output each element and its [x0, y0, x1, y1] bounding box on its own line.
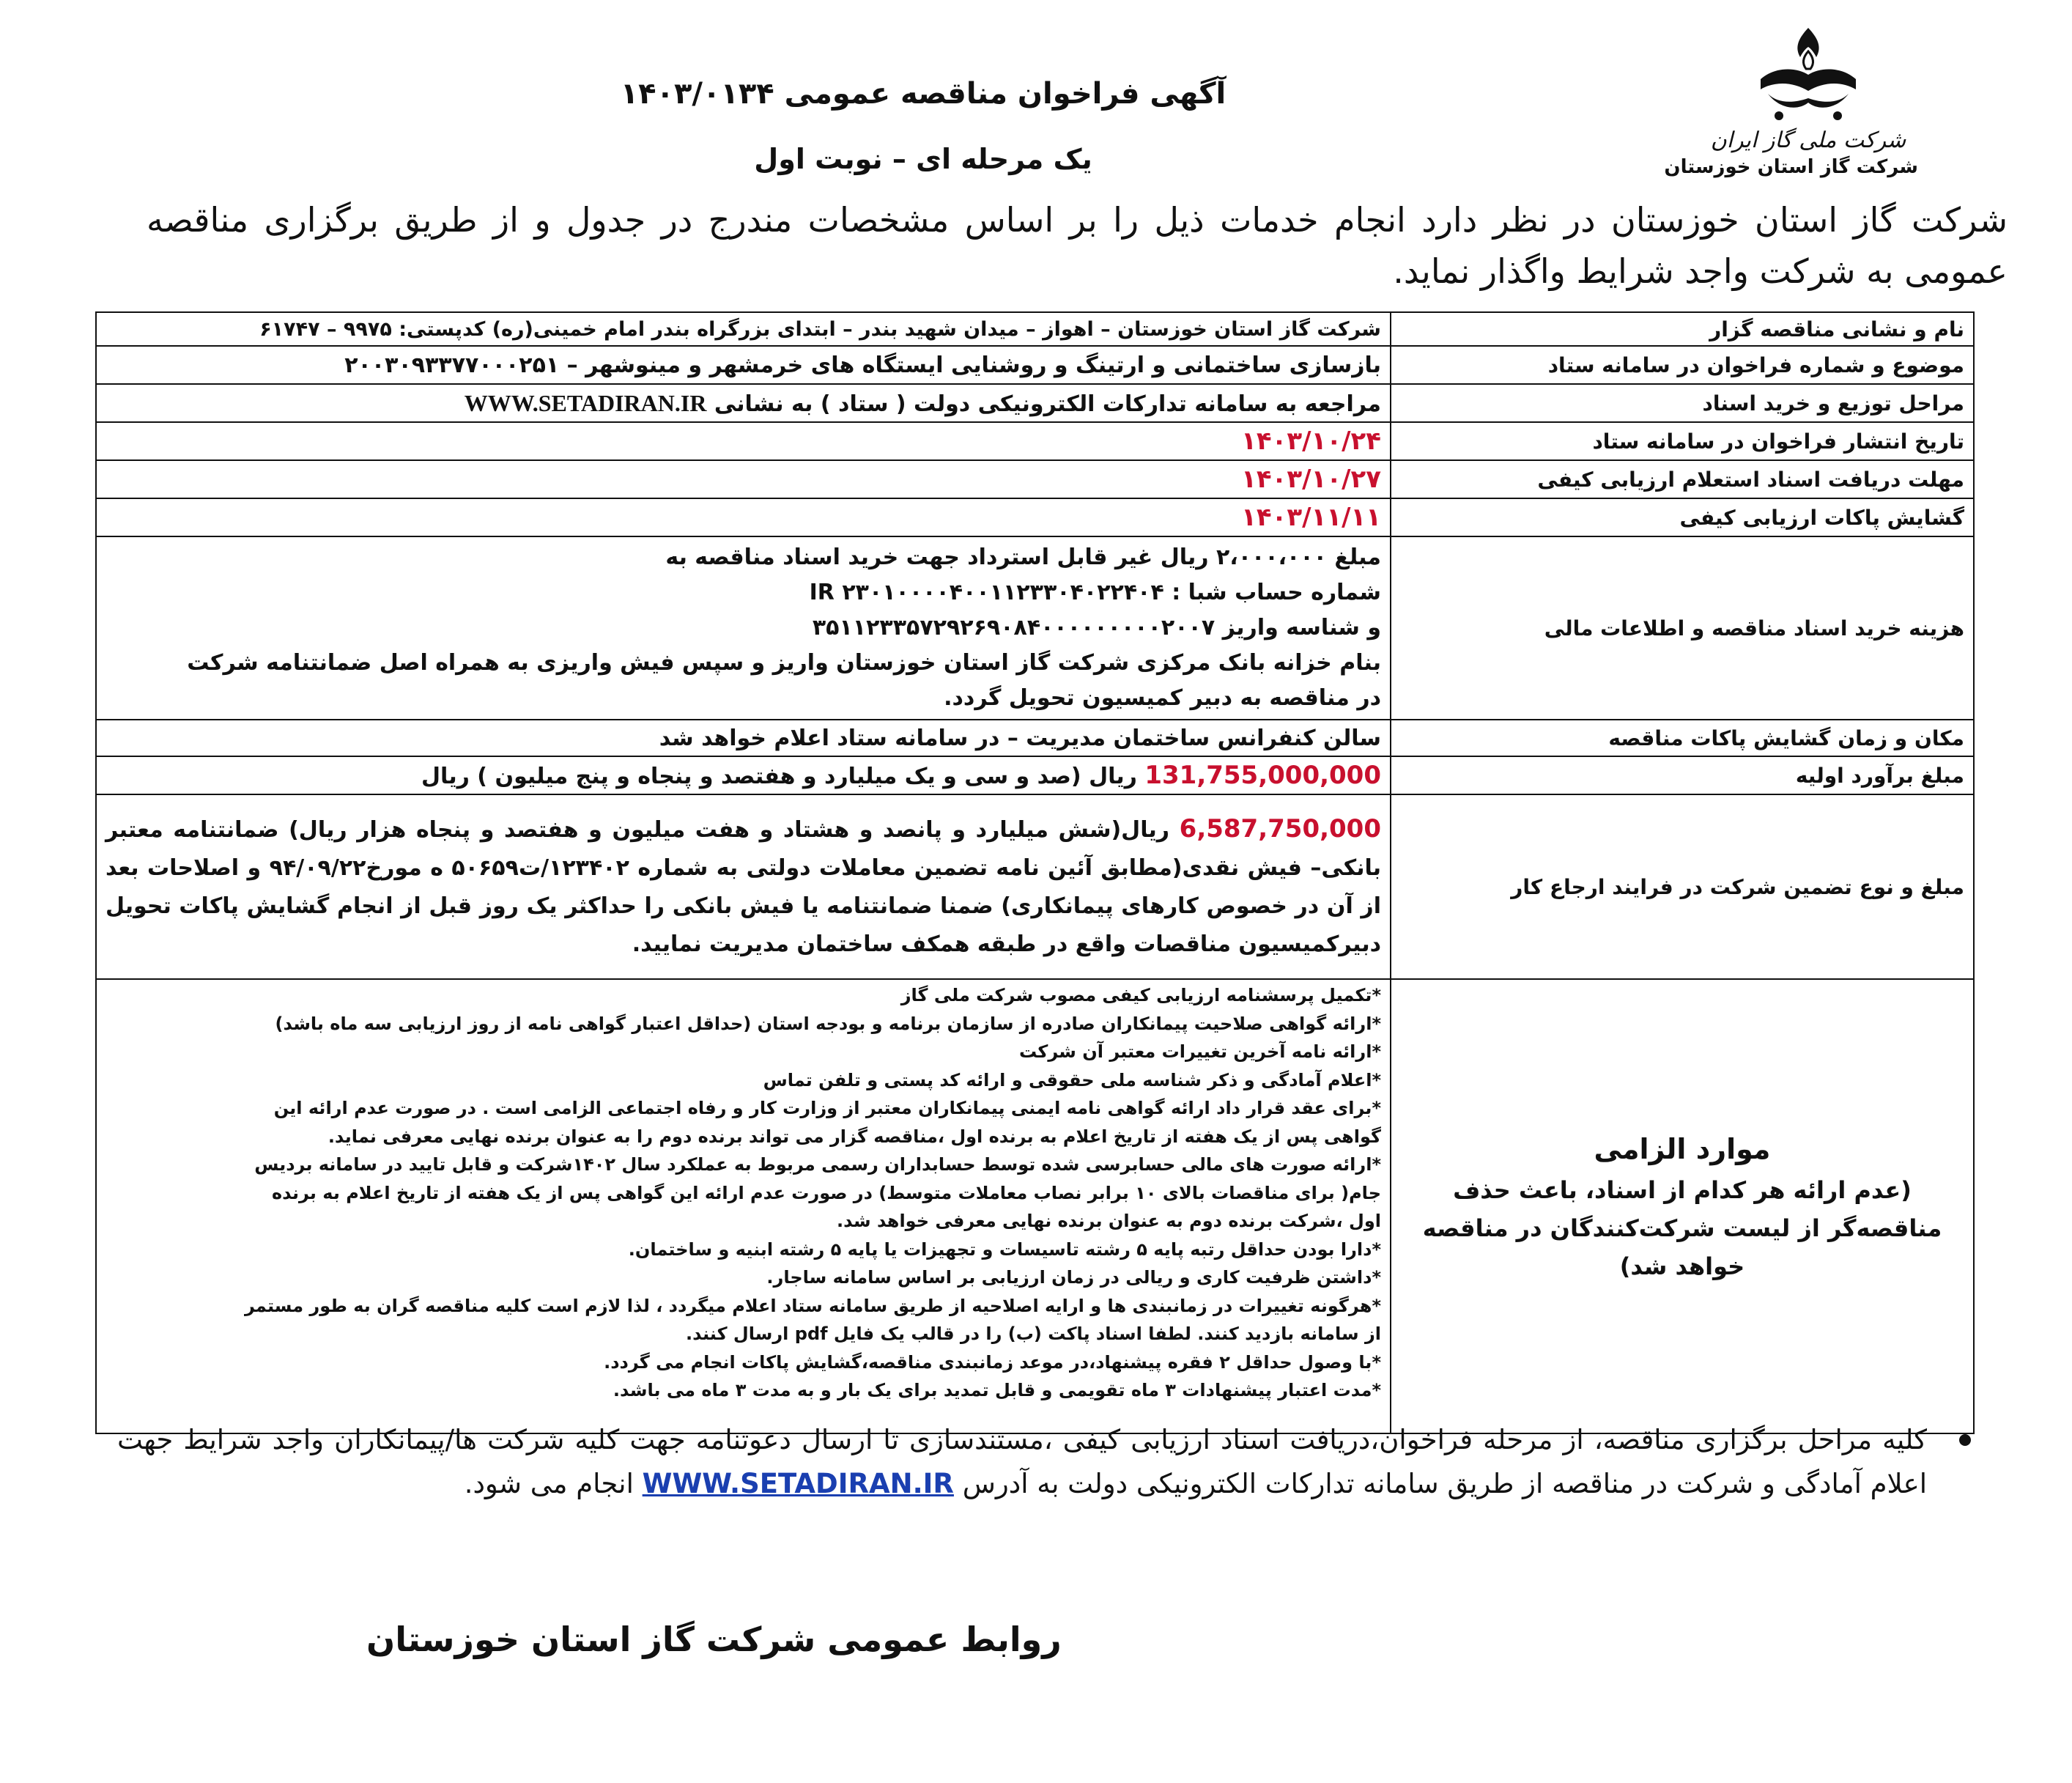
- estimate-value: [96, 756, 1391, 794]
- page-subtitle: یک مرحله ای – نوبت اول: [754, 143, 1092, 175]
- opening-label: گشایش پاکات ارزیابی کیفی: [1391, 498, 1974, 536]
- mandatory-list: [96, 979, 1391, 1433]
- guarantee-text: ریال(شش میلیارد و پانصد و هشتاد و هفت میلیون و هفتصد و پنجاه هزار ریال) ضمانتنامه معتبر بانکی– فیش نقدی(مطابق آئین نامه تضمین معاملات دولتی به شماره ۱۲۳۴۰۲/ت۵۰۶۵۹ ه مورخ۹۴/۰۹/۲۲ و اصلاحات بعد از آن در خصوص کارهای پیمانکاری) ضمنا ضمانتنامه یا فیش بانکی را حداکثر یک روز قبل از انجام گشایش پاکات تحویل دبیرکمیسیون مناقصات واقع در طبقه همکف ساختمان مدیریت نمایید.: [106, 817, 1382, 957]
- footer-signature: روابط عمومی شرکت گاز استان خوزستان: [366, 1620, 1062, 1659]
- closing-note: [117, 1418, 1971, 1506]
- cost-line: مبلغ ۲،۰۰۰،۰۰۰ ریال غیر قابل استرداد جهت خرید اسناد مناقصه به: [665, 545, 1381, 570]
- cost-value: [96, 536, 1391, 720]
- bullet-icon: [1959, 1434, 1971, 1446]
- estimate-amount: 131,755,000,000: [1144, 761, 1381, 790]
- list-item: *تکمیل پرسشنامه ارزیابی کیفی مصوب شرکت ملی گاز: [900, 985, 1381, 1005]
- mandatory-subtitle: (عدم ارائه هر کدام از اسناد، باعث حذف مناقصه‌گر از لیست شرکت‌کنندگان در مناقصه خواهد شد): [1422, 1176, 1942, 1280]
- deadline-label: مهلت دریافت اسناد استعلام ارزیابی کیفی: [1391, 460, 1974, 498]
- guarantee-label: مبلغ و نوع تضمین شرکت در فرایند ارجاع کار: [1391, 794, 1974, 979]
- note-text: کلیه مراحل برگزاری مناقصه، از مرحله فراخوان،دریافت اسناد ارزیابی کیفی ،مستندسازی تا ارسال دعوتنامه جهت کلیه شرکت ها/پیمانکاران واجد شرایط جهت اعلام آمادگی و شرکت در مناقصه از طریق سامانه تدارکات الکترونیکی دولت به آدرس: [117, 1424, 1927, 1499]
- venue-value: سالن کنفرانس ساختمان مدیریت – در سامانه ستاد اعلام خواهد شد: [96, 720, 1391, 756]
- table-row: [96, 346, 1974, 384]
- table-row: [96, 756, 1974, 794]
- distribution-label: مراحل توزیع و خرید اسناد: [1391, 384, 1974, 422]
- tender-details-table: [95, 311, 1975, 1434]
- venue-label: مکان و زمان گشایش پاکات مناقصه: [1391, 720, 1974, 756]
- table-row: [96, 498, 1974, 536]
- distribution-value: [96, 384, 1391, 422]
- intro-paragraph: شرکت گاز استان خوزستان در نظر دارد انجام خدمات ذیل را بر اساس مشخصات مندرج در جدول و از طریق برگزاری مناقصه عمومی به شرکت واجد شرایط واگذار نماید.: [147, 200, 2008, 291]
- list-item: *هرگونه تغییرات در زمانبندی ها و ارایه اصلاحیه از طریق سامانه ستاد اعلام میگردد ، لذا لازم است کلیه مناقصه گران به طور مستمر: [244, 1295, 1381, 1316]
- estimate-text: ریال (صد و سی و یک میلیارد و هفتصد و پنجاه و پنج میلیون ) ریال: [421, 764, 1137, 789]
- publish-date-value: ۱۴۰۳/۱۰/۲۴: [96, 422, 1391, 460]
- cost-line: و شناسه واریز ۳۵۱۱۲۳۳۵۷۲۹۲۶۹۰۸۴۰۰۰۰۰۰۰۰۰۲۰۰۷: [812, 615, 1381, 641]
- company-logo: [1664, 22, 1918, 178]
- guarantee-amount: 6,587,750,000: [1179, 814, 1381, 843]
- table-row: [96, 536, 1974, 720]
- list-item: *دارا بودن حداقل رتبه پایه ۵ رشته تاسیسات و تجهیزات یا پایه ۵ رشته ابنیه و ساختمان.: [628, 1238, 1381, 1260]
- table-row: [96, 720, 1974, 756]
- list-item: *برای عقد قرار داد ارائه گواهی نامه ایمنی پیمانکاران معتبر از وزارت کار و رفاه اجتماعی الزامی است . در صورت عدم ارائه این: [273, 1098, 1381, 1118]
- list-item: *با وصول حداقل ۲ فقره پیشنهاد،در موعد زمانبندی مناقصه،گشایش پاکات انجام می گردد.: [604, 1351, 1381, 1373]
- deadline-value: ۱۴۰۳/۱۰/۲۷: [96, 460, 1391, 498]
- subject-value: بازسازی ساختمانی و ارتینگ و روشنایی ایستگاه های خرمشهر و مینوشهر – ۲۰۰۳۰۹۳۳۷۷۰۰۰۲۵۱: [96, 346, 1391, 384]
- list-item: *اعلام آمادگی و ذکر شناسه ملی حقوقی و ارائه کد پستی و تلفن تماس: [763, 1069, 1381, 1090]
- list-item: *داشتن ظرفیت کاری و ریالی در زمان ارزیابی بر اساس سامانه ساجار.: [766, 1267, 1381, 1288]
- cost-line: در مناقصه به دبیر کمیسیون تحویل گردد.: [944, 685, 1381, 711]
- logo-company-name: شرکت گاز استان خوزستان: [1664, 156, 1918, 178]
- organizer-label: نام و نشانی مناقصه گزار: [1391, 312, 1974, 346]
- list-item: *ارائه نامه آخرین تغییرات معتبر آن شرکت: [1019, 1041, 1381, 1062]
- setad-link[interactable]: WWW.SETADIRAN.IR: [642, 1468, 954, 1499]
- table-row: [96, 794, 1974, 979]
- publish-date-label: تاریخ انتشار فراخوان در سامانه ستاد: [1391, 422, 1974, 460]
- list-item: *ارائه صورت های مالی حسابرسی شده توسط حسابداران رسمی مربوط به عملکرد سال ۱۴۰۲شرکت و قابل تایید در سامانه بردیس: [254, 1154, 1381, 1175]
- nigc-flame-logo-icon: [1746, 22, 1871, 132]
- list-item: از سامانه بازدید کنند. لطفا اسناد پاکت (ب) را در قالب یک فایل pdf ارسال کنند.: [686, 1324, 1381, 1344]
- page-title: آگهی فراخوان مناقصه عمومی ۱۴۰۳/۰۱۳۴: [620, 77, 1226, 111]
- mandatory-title: موارد الزامی: [1594, 1133, 1771, 1165]
- cost-line: بنام خزانه بانک مرکزی شرکت گاز استان خوزستان واریز و سپس فیش واریزی به همراه اصل ضمانتنامه شرکت: [187, 650, 1381, 676]
- list-item: اول ،شرکت برنده دوم به عنوان برنده نهایی معرفی خواهد شد.: [837, 1211, 1381, 1231]
- table-row: [96, 979, 1974, 1433]
- guarantee-value: [96, 794, 1391, 979]
- mandatory-label: [1391, 979, 1974, 1433]
- table-row: [96, 460, 1974, 498]
- cost-label: هزینه خرید اسناد مناقصه و اطلاعات مالی: [1391, 536, 1974, 720]
- setad-url[interactable]: WWW.SETADIRAN.IR: [464, 389, 707, 416]
- list-item: *ارائه گواهی صلاحیت پیمانکاران صادره از سازمان برنامه و بودجه استان (حداقل اعتبار گواهی نامه از روز ارزیابی سه ماه باشد): [275, 1013, 1381, 1034]
- table-row: [96, 312, 1974, 346]
- note-tail: انجام می شود.: [464, 1468, 634, 1499]
- subject-label: موضوع و شماره فراخوان در سامانه ستاد: [1391, 346, 1974, 384]
- logo-caption: شرکت ملی گاز ایران: [1710, 128, 1906, 153]
- list-item: جام( برای مناقصات بالای ۱۰ برابر نصاب معاملات متوسط) در صورت عدم ارائه این گواهی پس از یک هفته از تاریخ اعلام به برنده: [271, 1182, 1381, 1203]
- table-row: [96, 384, 1974, 422]
- opening-value: ۱۴۰۳/۱۱/۱۱: [96, 498, 1391, 536]
- estimate-label: مبلغ برآورد اولیه: [1391, 756, 1974, 794]
- list-item: گواهی پس از یک هفته از تاریخ اعلام به برنده اول ،مناقصه گزار می تواند برنده دوم را به عنوان برنده نهایی معرفی نماید.: [328, 1126, 1381, 1147]
- cost-line: شماره حساب شبا : IR ۲۳۰۱۰۰۰۰۴۰۰۱۱۲۳۳۰۴۰۲۲۴۰۴: [809, 580, 1381, 605]
- table-row: [96, 422, 1974, 460]
- list-item: *مدت اعتبار پیشنهادات ۳ ماه تقویمی و قابل تمدید برای یک بار و به مدت ۳ ماه می باشد.: [613, 1380, 1381, 1400]
- organizer-value: شرکت گاز استان خوزستان – اهواز – میدان شهید بندر – ابتدای بزرگراه بندر امام خمینی(ره) کدپستی: ۹۹۷۵ – ۶۱۷۴۷: [96, 312, 1391, 346]
- distribution-text: مراجعه به سامانه تدارکات الکترونیکی دولت ( ستاد ) به نشانی: [714, 391, 1381, 417]
